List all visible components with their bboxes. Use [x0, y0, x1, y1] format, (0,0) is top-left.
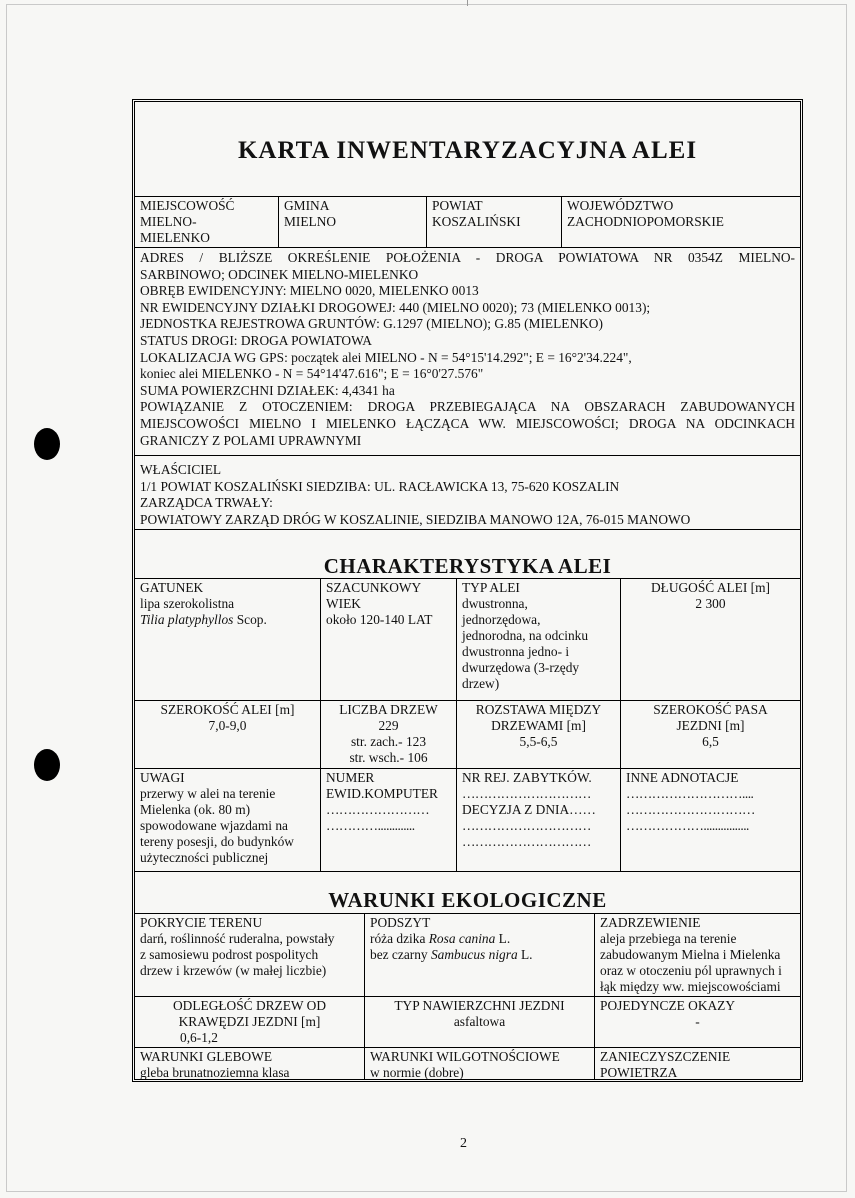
uwagi-cell	[135, 769, 320, 871]
rozstawa-cell	[456, 701, 620, 768]
gatunek-latin: Tilia platyphyllos	[140, 612, 234, 627]
characteristics-title: CHARAKTERYSTYKA ALEI	[323, 554, 612, 578]
gmina-label: GMINA	[284, 198, 330, 213]
rozstawa-value: 5,5-6,5	[519, 734, 558, 749]
characteristics-row-2	[135, 700, 800, 768]
zabytki-dots: …………………………	[462, 834, 591, 849]
typ-value: drzew)	[462, 676, 500, 691]
address-line: STATUS DROGI: DROGA POWIATOWA	[140, 332, 372, 348]
okazy-label: POJEDYNCZE OKAZY	[600, 998, 736, 1013]
ecology-row-3	[135, 1047, 800, 1079]
owner-section	[135, 455, 800, 529]
uwagi-text: przerwy w alei na terenie	[140, 786, 276, 801]
zadrzewienie-cell	[594, 914, 800, 996]
zadrzewienie-text: łąk między ww. miejscowościami	[600, 979, 781, 994]
punch-hole-bottom	[34, 749, 60, 781]
pas-label: SZEROKOŚĆ PASA	[653, 702, 768, 717]
glebowe-cell	[135, 1048, 364, 1079]
adnotacje-label: INNE ADNOTACJE	[626, 770, 739, 785]
pas-label: JEZDNI [m]	[676, 718, 745, 733]
adnotacje-dots: ………………................	[626, 818, 749, 833]
zabytki-cell	[456, 769, 620, 871]
powiat-cell	[426, 197, 561, 247]
numer-dots: ……………………	[326, 802, 430, 817]
inventory-card	[132, 99, 803, 1082]
numer-cell	[320, 769, 456, 871]
address-line: koniec alei MIELENKO - N = 54°14'47.616"; E = 16°0'27.576"	[140, 366, 484, 382]
zabytki-decyzja: DECYZJA Z DNIA……	[462, 802, 596, 817]
podszyt-label: PODSZYT	[370, 915, 431, 930]
pokrycie-text: z samosiewu podrost pospolitych	[140, 947, 319, 962]
liczba-zach: str. zach.- 123	[350, 734, 427, 749]
address-line: GRANICZY Z POLAMI UPRAWNYMI	[140, 432, 362, 448]
numer-dots: ………….............	[326, 818, 415, 833]
address-line: OBRĘB EWIDENCYJNY: MIELNO 0020, MIELENKO 0013	[140, 283, 479, 299]
liczba-wsch: str. wsch.- 106	[349, 750, 428, 765]
pokrycie-label: POKRYCIE TERENU	[140, 915, 263, 930]
zanieczyszczenie-cell	[594, 1048, 800, 1079]
punch-hole-top	[34, 428, 60, 460]
pokrycie-text: darń, roślinność ruderalna, powstały	[140, 931, 335, 946]
numer-label: NUMER	[326, 770, 375, 785]
podszyt-line	[370, 931, 589, 947]
nawierzchnia-cell	[364, 997, 594, 1047]
gatunek-latin-line	[140, 612, 315, 628]
zanieczyszczenie-label: POWIETRZA	[600, 1065, 678, 1079]
nawierzchnia-value: asfaltowa	[453, 1014, 506, 1029]
address-line: SARBINOWO; ODCINEK MIELNO-MIELENKO	[140, 266, 419, 282]
dlugosc-value: 2 300	[695, 596, 726, 611]
address-line: NR EWIDENCYJNY DZIAŁKI DROGOWEJ: 440 (MIELNO 0020); 73 (MIELENKO 0013);	[140, 299, 651, 315]
zadrzewienie-text: zabudowanym Mielna i Mielenka	[600, 947, 781, 962]
zabytki-dots: …………………………	[462, 818, 591, 833]
glebowe-label: WARUNKI GLEBOWE	[140, 1049, 273, 1064]
typ-value: jednorodna, na odcinku	[462, 628, 589, 643]
okazy-value: -	[695, 1014, 700, 1029]
uwagi-text: Mielenka (ok. 80 m)	[140, 802, 251, 817]
zanieczyszczenie-label: ZANIECZYSZCZENIE	[600, 1049, 731, 1064]
pokrycie-text: drzew i krzewów (w małej liczbie)	[140, 963, 327, 978]
szerokosc-label: SZEROKOŚĆ ALEI [m]	[160, 702, 295, 717]
wojewodztwo-value: ZACHODNIOPOMORSKIE	[567, 214, 724, 229]
gatunek-author: Scop.	[233, 612, 267, 627]
numer-label: EWID.KOMPUTER	[326, 786, 438, 801]
odleglosc-cell	[135, 997, 364, 1047]
glebowe-value: gleba brunatnoziemna klasa	[140, 1065, 290, 1079]
szerokosc-value: 7,0-9,0	[208, 718, 247, 733]
powiat-value: KOSZALIŃSKI	[432, 214, 521, 229]
location-row	[135, 196, 800, 247]
typ-label: TYP ALEI	[462, 580, 520, 595]
liczba-value: 229	[378, 718, 399, 733]
podszyt-text: L.	[517, 947, 533, 962]
gatunek-value: lipa szerokolistna	[140, 596, 235, 611]
wojewodztwo-cell	[561, 197, 800, 247]
zabytki-dots: …………………………	[462, 786, 591, 801]
typ-cell	[456, 579, 620, 700]
characteristics-title-section	[135, 529, 800, 578]
page-number: 2	[460, 1136, 467, 1151]
zadrzewienie-text: aleja przebiega na terenie	[600, 931, 737, 946]
podszyt-text: bez czarny	[370, 947, 431, 962]
gatunek-cell	[135, 579, 320, 700]
zadrzewienie-text: oraz w otoczeniu pól uprawnych i	[600, 963, 782, 978]
typ-value: jednorzędowa,	[462, 612, 541, 627]
address-line: JEDNOSTKA REJESTROWA GRUNTÓW: G.1297 (MIELNO); G.85 (MIELENKO)	[140, 316, 603, 332]
title-section	[135, 102, 800, 196]
odleglosc-label: ODLEGŁOŚĆ DRZEW OD	[173, 998, 326, 1013]
zadrzewienie-label: ZADRZEWIENIE	[600, 915, 701, 930]
liczba-label: LICZBA DRZEW	[339, 702, 438, 717]
miejscowosc-label: MIEJSCOWOŚĆ	[140, 198, 235, 213]
dlugosc-label: DŁUGOŚĆ ALEI [m]	[650, 580, 771, 595]
wiek-cell	[320, 579, 456, 700]
pas-value: 6,5	[702, 734, 719, 749]
uwagi-text: spowodowane wjazdami na	[140, 818, 288, 833]
owner-line: POWIATOWY ZARZĄD DRÓG W KOSZALINIE, SIEDZIBA MANOWO 12A, 76-015 MANOWO	[140, 511, 691, 527]
address-text	[135, 248, 800, 451]
wilgotnosciowe-value: w normie (dobre)	[370, 1065, 464, 1079]
pokrycie-cell	[135, 914, 364, 996]
typ-value: dwurzędowa (3-rzędy	[462, 660, 580, 675]
liczba-cell	[320, 701, 456, 768]
wiek-value: około 120-140 LAT	[326, 612, 433, 627]
szerokosc-cell	[135, 701, 320, 768]
page-title: KARTA INWENTARYZACYJNA ALEI	[237, 137, 698, 164]
okazy-cell	[594, 997, 800, 1047]
wilgotnosciowe-label: WARUNKI WILGOTNOŚCIOWE	[370, 1049, 560, 1064]
odleglosc-label: KRAWĘDZI JEZDNI [m]	[178, 1014, 321, 1029]
address-line: POWIĄZANIE Z OTOCZENIEM: DROGA PRZEBIEGAJĄCA NA OBSZARACH ZABUDOWANYCH	[140, 399, 795, 415]
podszyt-latin: Rosa canina	[428, 931, 496, 946]
typ-value: dwustronna jedno- i	[462, 644, 570, 659]
podszyt-line	[370, 947, 589, 963]
address-line: SUMA POWIERZCHNI DZIAŁEK: 4,4341 ha	[140, 382, 395, 398]
adnotacje-cell	[620, 769, 800, 871]
wojewodztwo-label: WOJEWÓDZTWO	[567, 198, 674, 213]
pas-cell	[620, 701, 800, 768]
ecology-title-section	[135, 871, 800, 913]
ecology-title: WARUNKI EKOLOGICZNE	[328, 888, 607, 912]
address-line: MIEJSCOWOŚCI MIELNO I MIELENKO ŁĄCZĄCA WW. MIEJSCOWOŚCI; DROGA NA ODCINKACH	[140, 415, 795, 431]
adnotacje-dots: ………………………....	[626, 786, 754, 801]
characteristics-row-3	[135, 768, 800, 871]
podszyt-text: L.	[495, 931, 511, 946]
nawierzchnia-label: TYP NAWIERZCHNI JEZDNI	[394, 998, 565, 1013]
wilgotnosciowe-cell	[364, 1048, 594, 1079]
address-section	[135, 247, 800, 455]
gatunek-label: GATUNEK	[140, 580, 204, 595]
scan-mark	[467, 0, 468, 6]
zabytki-label: NR REJ. ZABYTKÓW.	[462, 770, 592, 785]
gmina-cell	[278, 197, 426, 247]
uwagi-label: UWAGI	[140, 770, 185, 785]
powiat-label: POWIAT	[432, 198, 483, 213]
podszyt-latin: Sambucus nigra	[430, 947, 518, 962]
adnotacje-dots: …………………………	[626, 802, 755, 817]
uwagi-text: tereny posesji, do budynków	[140, 834, 294, 849]
address-line: ADRES / BLIŻSZE OKREŚLENIE POŁOŻENIA - DROGA POWIATOWA NR 0354Z MIELNO-	[140, 250, 795, 265]
rozstawa-label: DRZEWAMI [m]	[491, 718, 586, 733]
odleglosc-value: 0,6-1,2	[180, 1030, 218, 1045]
ecology-row-1	[135, 913, 800, 996]
miejscowosc-value: MIELNO-MIELENKO	[140, 214, 210, 245]
owner-line: ZARZĄDCA TRWAŁY:	[140, 495, 273, 511]
characteristics-row-1	[135, 578, 800, 700]
owner-line: 1/1 POWIAT KOSZALIŃSKI SIEDZIBA: UL. RACŁAWICKA 13, 75-620 KOSZALIN	[140, 478, 620, 494]
dlugosc-cell	[620, 579, 800, 700]
typ-value: dwustronna,	[462, 596, 528, 611]
gmina-value: MIELNO	[284, 214, 337, 229]
wiek-label: WIEK	[326, 596, 361, 611]
miejscowosc-cell	[135, 197, 278, 247]
uwagi-text: użyteczności publicznej	[140, 850, 269, 865]
owner-text	[135, 456, 800, 530]
rozstawa-label: ROZSTAWA MIĘDZY	[475, 702, 602, 717]
address-line: LOKALIZACJA WG GPS: początek alei MIELNO - N = 54°15'14.292"; E = 16°2'34.224",	[140, 349, 632, 365]
ecology-row-2	[135, 996, 800, 1047]
podszyt-cell	[364, 914, 594, 996]
owner-line: WŁAŚCICIEL	[140, 462, 222, 477]
podszyt-text: róża dzika	[370, 931, 429, 946]
wiek-label: SZACUNKOWY	[326, 580, 422, 595]
